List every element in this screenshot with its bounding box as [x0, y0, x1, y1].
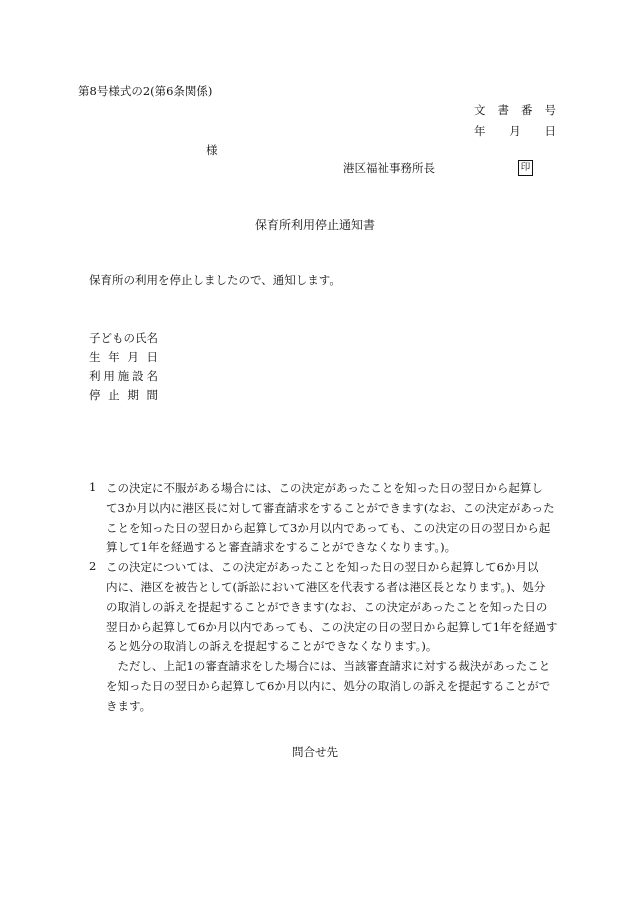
- field-char: 施: [117, 369, 130, 383]
- document-number-char: 文: [474, 103, 486, 117]
- field-char: 日: [146, 350, 158, 364]
- field-char: 月: [127, 350, 139, 364]
- note-line: て3か月以内に港区長に対して審査請求をすることができます(なお、この決定があった: [106, 500, 555, 515]
- addressee-suffix: 様: [206, 143, 218, 157]
- issuer: 港区福祉事務所長: [343, 161, 435, 175]
- document-number-label: [474, 102, 556, 118]
- note-line: この決定については、この決定があったことを知った日の翌日から起算して6か月以: [106, 560, 539, 575]
- note-number: 1: [89, 480, 97, 494]
- note-line: 内に、港区を被告として(訴訟において港区を代表する者は港区長となります。)、処分: [106, 579, 546, 594]
- field-char: 用: [103, 369, 115, 383]
- note-line: この決定に不服がある場合には、この決定があったことを知った日の翌日から起算し: [106, 481, 543, 495]
- document-number-char: 番: [521, 103, 533, 117]
- field-char: 名: [146, 369, 158, 383]
- note-number: 2: [89, 559, 97, 574]
- field-birthdate: [89, 348, 158, 367]
- field-child-name: [89, 329, 158, 348]
- contact-label: 問合せ先: [292, 745, 338, 759]
- seal-mark: 印: [518, 160, 533, 176]
- note-line: の取消しの訴えを提起することができます(なお、この決定があったことを知った日の: [106, 599, 548, 614]
- note-text: [106, 479, 559, 558]
- notes: [89, 479, 559, 717]
- date-year: 年: [474, 124, 486, 138]
- date-month: 月: [509, 124, 521, 138]
- field-char: 利: [89, 369, 101, 383]
- field-list: [89, 329, 158, 405]
- note-line: 翌日から起算して6か月以内であっても、この決定の日の翌日から起算して1年を経過す: [106, 619, 558, 634]
- field-char: 生: [89, 350, 101, 364]
- note-text: [106, 558, 559, 716]
- note-line: を知った日の翌日から起算して6か月以内に、処分の取消しの訴えを提起することがで: [106, 678, 551, 693]
- document-title: 保育所利用停止通知書: [254, 218, 375, 232]
- field-suspension-period: [89, 386, 158, 405]
- form-number: 第8号様式の2(第6条関係): [78, 84, 213, 98]
- note-line: ると処分の取消しの訴えを提起することができなくなります。)。: [106, 639, 438, 654]
- field-char: 設: [132, 369, 144, 383]
- field-label: 子どもの氏名: [89, 331, 158, 345]
- date-label: [474, 123, 556, 139]
- field-char: 間: [146, 388, 158, 402]
- field-char: 止: [108, 388, 120, 402]
- field-char: 停: [89, 388, 101, 402]
- note-line: ただし、上記1の審査請求をした場合には、当該審査請求に対する裁決があったこと: [106, 659, 551, 674]
- note-item: [89, 479, 559, 558]
- field-char: 年: [108, 350, 120, 364]
- document-number-char: 号: [544, 103, 556, 117]
- date-day: 日: [544, 124, 556, 138]
- document-number-char: 書: [497, 103, 509, 117]
- note-line: きます。: [106, 698, 152, 713]
- notice-text: 保育所の利用を停止しましたので、通知します。: [89, 273, 341, 287]
- note-line: ことを知った日の翌日から起算して3か月以内であっても、この決定の日の翌日から起: [106, 520, 551, 535]
- field-char: 期: [127, 388, 139, 402]
- field-facility-name: [89, 367, 158, 386]
- note-item: [89, 558, 559, 716]
- note-line: 算して1年を経過すると審査請求をすることができなくなります。)。: [106, 540, 457, 555]
